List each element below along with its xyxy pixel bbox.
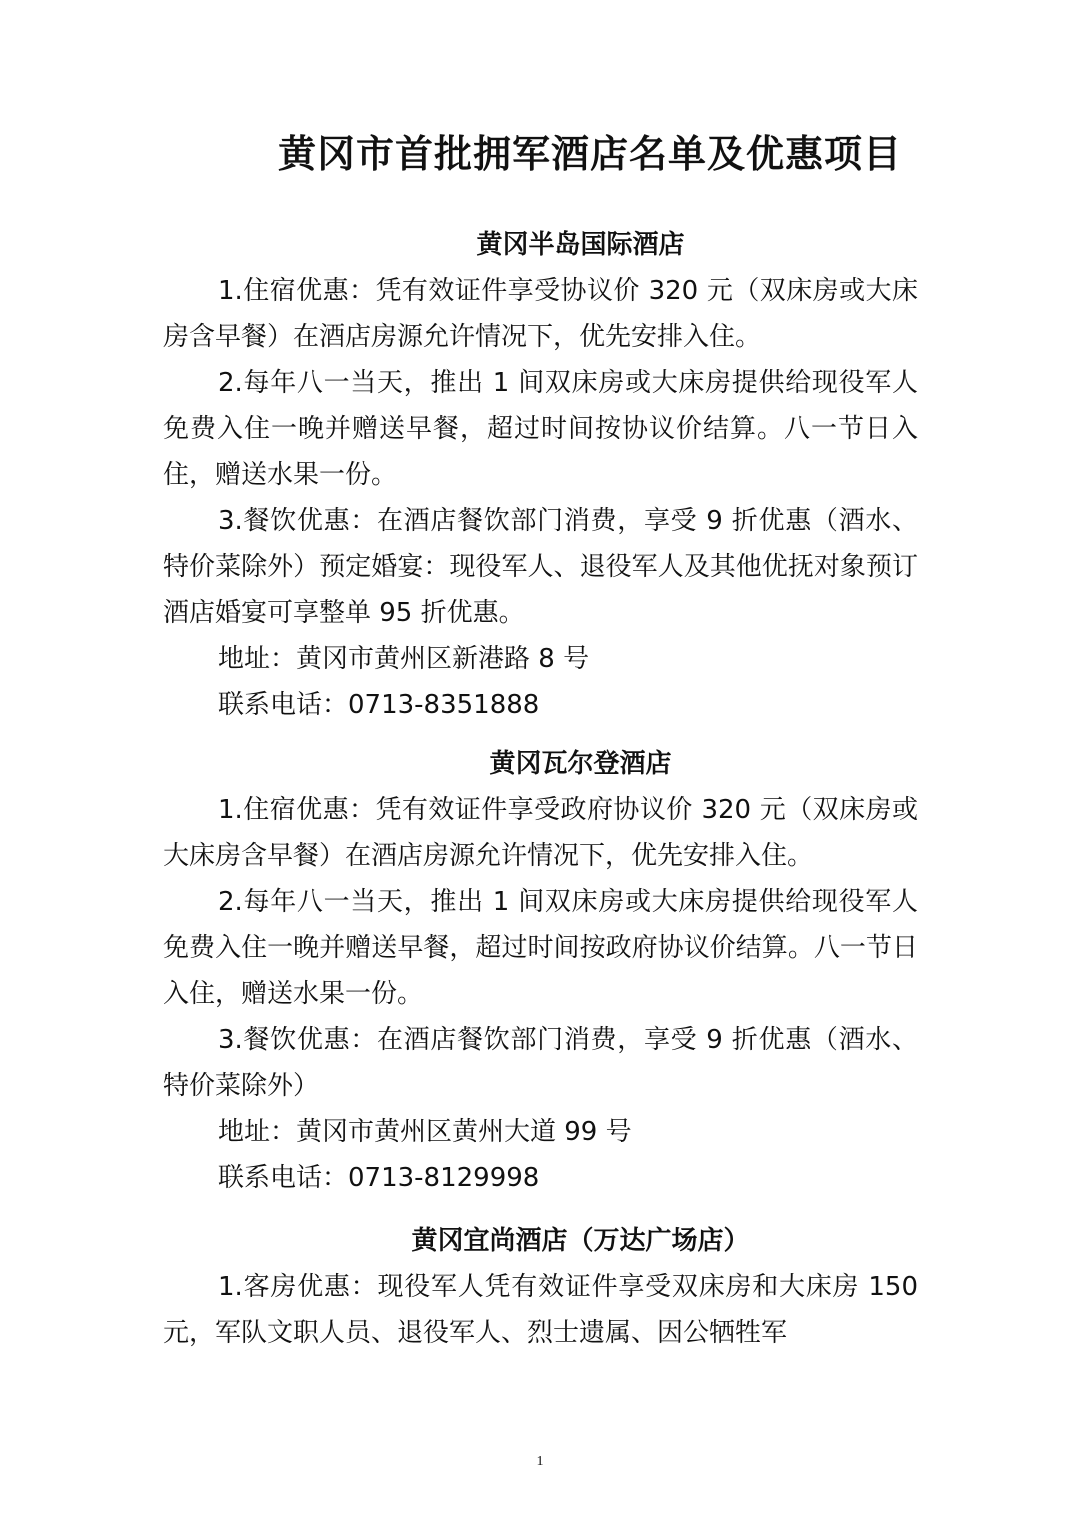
page-number: 1 bbox=[536, 1454, 544, 1469]
hotel-address: 地址：黄冈市黄州区新港路 8 号 bbox=[218, 644, 590, 674]
hotel-section bbox=[163, 741, 918, 1201]
hotel-name: 黄冈瓦尔登酒店 bbox=[489, 749, 672, 779]
offer-paragraph: 1.住宿优惠：凭有效证件享受政府协议价 320 元（双床房或大床房含早餐）在酒店房源允许情况下，优先安排入住。 bbox=[163, 795, 918, 871]
offer-paragraph: 1.住宿优惠：凭有效证件享受协议价 320 元（双床房或大床房含早餐）在酒店房源允许情况下，优先安排入住。 bbox=[163, 276, 918, 352]
hotel-name: 黄冈宜尚酒店（万达广场店） bbox=[411, 1226, 750, 1256]
document-title: 黄冈市首批拥军酒店名单及优惠项目 bbox=[277, 131, 902, 176]
offer-paragraph: 3.餐饮优惠：在酒店餐饮部门消费，享受 9 折优惠（酒水、特价菜除外） bbox=[163, 1025, 918, 1101]
offer-paragraph: 3.餐饮优惠：在酒店餐饮部门消费，享受 9 折优惠（酒水、特价菜除外）预定婚宴：现役军人、退役军人及其他优抚对象预订酒店婚宴可享整单 95 折优惠。 bbox=[163, 506, 918, 628]
hotel-phone: 联系电话：0713-8351888 bbox=[218, 690, 540, 720]
offer-paragraph: 2.每年八一当天，推出 1 间双床房或大床房提供给现役军人免费入住一晚并赠送早餐，超过时间按政府协议价结算。八一节日入住，赠送水果一份。 bbox=[163, 887, 918, 1009]
offer-paragraph: 2.每年八一当天，推出 1 间双床房或大床房提供给现役军人免费入住一晚并赠送早餐，超过时间按协议价结算。八一节日入住，赠送水果一份。 bbox=[163, 368, 918, 490]
hotel-address: 地址：黄冈市黄州区黄州大道 99 号 bbox=[218, 1117, 632, 1147]
offer-paragraph: 1.客房优惠：现役军人凭有效证件享受双床房和大床房 150 元，军队文职人员、退役军人、烈士遗属、因公牺牲军 bbox=[163, 1272, 918, 1348]
hotel-section bbox=[163, 222, 918, 728]
hotel-phone: 联系电话：0713-8129998 bbox=[218, 1163, 540, 1193]
hotel-name: 黄冈半岛国际酒店 bbox=[476, 230, 685, 260]
hotel-section bbox=[163, 1218, 918, 1356]
